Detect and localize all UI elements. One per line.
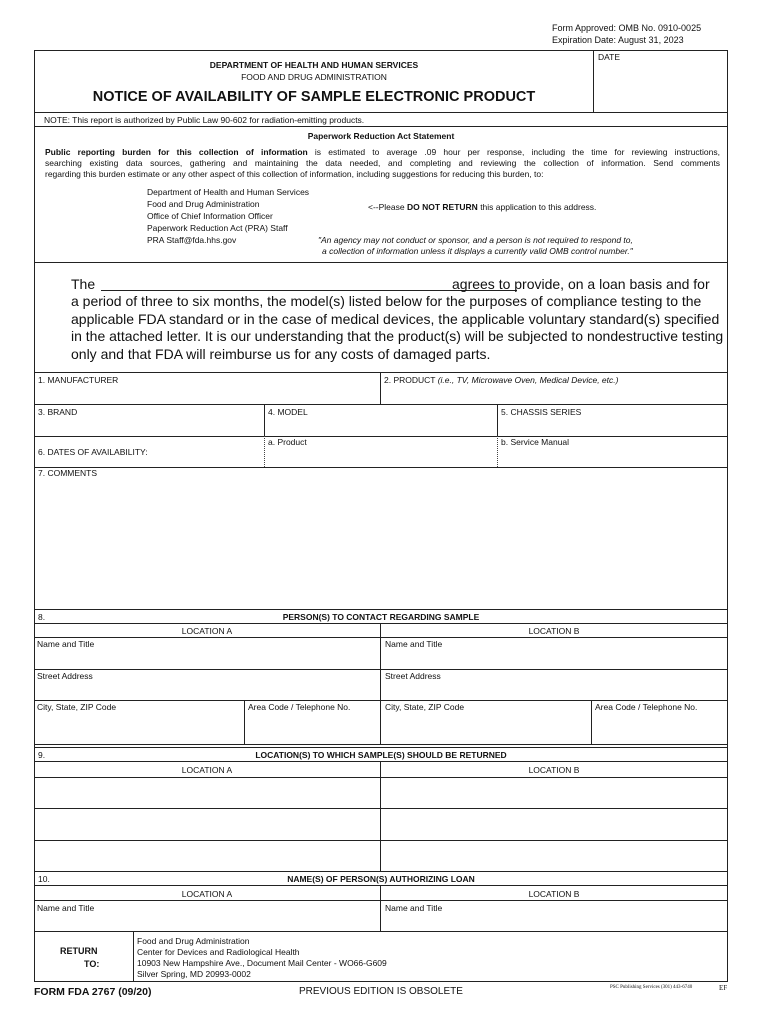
pra-address-line: Office of Chief Information Officer	[147, 211, 273, 221]
contact-b-phone-field[interactable]: Area Code / Telephone No.	[595, 702, 698, 712]
department-name: DEPARTMENT OF HEALTH AND HUMAN SERVICES	[209, 60, 419, 70]
section-10-location-b: LOCATION B	[528, 889, 580, 899]
section-8-location-b: LOCATION B	[528, 626, 580, 636]
pra-address-line: Paperwork Reduction Act (PRA) Staff	[147, 223, 288, 233]
pra-line-2: searching existing data sources, gathering and maintaining the data needed, and completing and reviewing the collection of information. Send comments	[45, 158, 720, 168]
section-9-location-b: LOCATION B	[528, 765, 580, 775]
comments-field[interactable]: 7. COMMENTS	[38, 468, 98, 478]
pra-address-line: Food and Drug Administration	[147, 199, 260, 209]
authority-note: NOTE: This report is authorized by Public Law 90-602 for radiation-emitting products.	[44, 115, 365, 125]
section-9-title: LOCATION(S) TO WHICH SAMPLE(S) SHOULD BE RETURNED	[255, 750, 507, 760]
return-address-line: Food and Drug Administration	[137, 936, 250, 946]
pra-line-1: Public reporting burden for this collection of information is estimated to average .09 hour per response, including the time for reviewing instructions,	[45, 147, 720, 157]
manufacturer-field[interactable]: 1. MANUFACTURER	[38, 375, 119, 385]
contact-b-city-field[interactable]: City, State, ZIP Code	[385, 702, 465, 712]
pra-line-3: regarding this burden estimate or any other aspect of this collection of information, including suggestions for reducing this burden, to:	[45, 169, 544, 179]
authorizer-a-name-field[interactable]: Name and Title	[37, 903, 95, 913]
product-availability-field[interactable]: a. Product	[268, 437, 307, 447]
return-location-a-line[interactable]	[35, 809, 380, 840]
ef-mark: EF	[719, 984, 728, 992]
return-location-b-line[interactable]	[381, 809, 727, 840]
return-location-b-line[interactable]	[381, 778, 727, 808]
contact-a-phone-field[interactable]: Area Code / Telephone No.	[248, 702, 351, 712]
return-location-a-line[interactable]	[35, 778, 380, 808]
return-address-line: Silver Spring, MD 20993-0002	[137, 969, 251, 979]
section-8-number: 8.	[38, 612, 46, 622]
publisher-credit: PSC Publishing Services (301) 443-6740	[610, 985, 693, 990]
section-8-location-a: LOCATION A	[181, 626, 233, 636]
section-10-location-a: LOCATION A	[181, 889, 233, 899]
service-manual-availability-field[interactable]: b. Service Manual	[501, 437, 570, 447]
return-label: RETURN	[60, 946, 98, 956]
contact-b-street-field[interactable]: Street Address	[385, 671, 441, 681]
omb-approval: Form Approved: OMB No. 0910-0025	[552, 23, 702, 33]
form-number: FORM FDA 2767 (09/20)	[34, 986, 152, 998]
contact-a-street-field[interactable]: Street Address	[37, 671, 93, 681]
model-field[interactable]: 4. MODEL	[268, 407, 308, 417]
omb-quote-1: "An agency may not conduct or sponsor, and a person is not required to respond to,	[318, 235, 633, 245]
return-to-label: TO:	[84, 959, 100, 969]
brand-field[interactable]: 3. BRAND	[38, 407, 78, 417]
agreement-paragraph: The agrees to provide, on a loan basis and for a period of three to six months, the model(s) listed below for the purposes of compliance testing to the applicable FDA standard or in the case of medical devices, the applicable voluntary standard(s) specified in the attached letter. It is our understanding that the product(s) will be subjected to nondestructive testing only and that FDA will reimburse us for any costs of damaged parts.	[71, 276, 724, 362]
date-field[interactable]	[594, 51, 727, 112]
agency-name: FOOD AND DRUG ADMINISTRATION	[241, 72, 387, 82]
contact-b-name-field[interactable]: Name and Title	[385, 639, 443, 649]
date-label: DATE	[598, 52, 621, 62]
obsolete-notice: PREVIOUS EDITION IS OBSOLETE	[299, 986, 463, 997]
section-9-location-a: LOCATION A	[181, 765, 233, 775]
section-10-number: 10.	[38, 874, 50, 884]
return-location-b-line[interactable]	[381, 841, 727, 871]
contact-a-city-field[interactable]: City, State, ZIP Code	[37, 702, 117, 712]
omb-expiration: Expiration Date: August 31, 2023	[552, 35, 684, 45]
product-field[interactable]: 2. PRODUCT (i.e., TV, Microwave Oven, Medical Device, etc.)	[384, 375, 619, 385]
form-title: NOTICE OF AVAILABILITY OF SAMPLE ELECTRONIC PRODUCT	[92, 89, 536, 105]
section-9-number: 9.	[38, 750, 46, 760]
return-address-line: Center for Devices and Radiological Health	[137, 947, 300, 957]
section-8-title: PERSON(S) TO CONTACT REGARDING SAMPLE	[282, 612, 480, 622]
pra-email[interactable]: PRA Staff@fda.hhs.gov	[147, 235, 237, 245]
chassis-series-field[interactable]: 5. CHASSIS SERIES	[501, 407, 582, 417]
authorizer-b-name-field[interactable]: Name and Title	[385, 903, 443, 913]
do-not-return-note: <--Please DO NOT RETURN this application to this address.	[368, 202, 597, 212]
pra-heading: Paperwork Reduction Act Statement	[307, 131, 455, 141]
contact-a-name-field[interactable]: Name and Title	[37, 639, 95, 649]
pra-address-line: Department of Health and Human Services	[147, 187, 310, 197]
return-address-line: 10903 New Hampshire Ave., Document Mail Center - WO66-G609	[137, 958, 387, 968]
omb-quote-2: a collection of information unless it displays a currently valid OMB control number."	[322, 246, 633, 256]
return-location-a-line[interactable]	[35, 841, 380, 871]
dates-label: 6. DATES OF AVAILABILITY:	[38, 447, 148, 457]
section-10-title: NAME(S) OF PERSON(S) AUTHORIZING LOAN	[287, 874, 475, 884]
